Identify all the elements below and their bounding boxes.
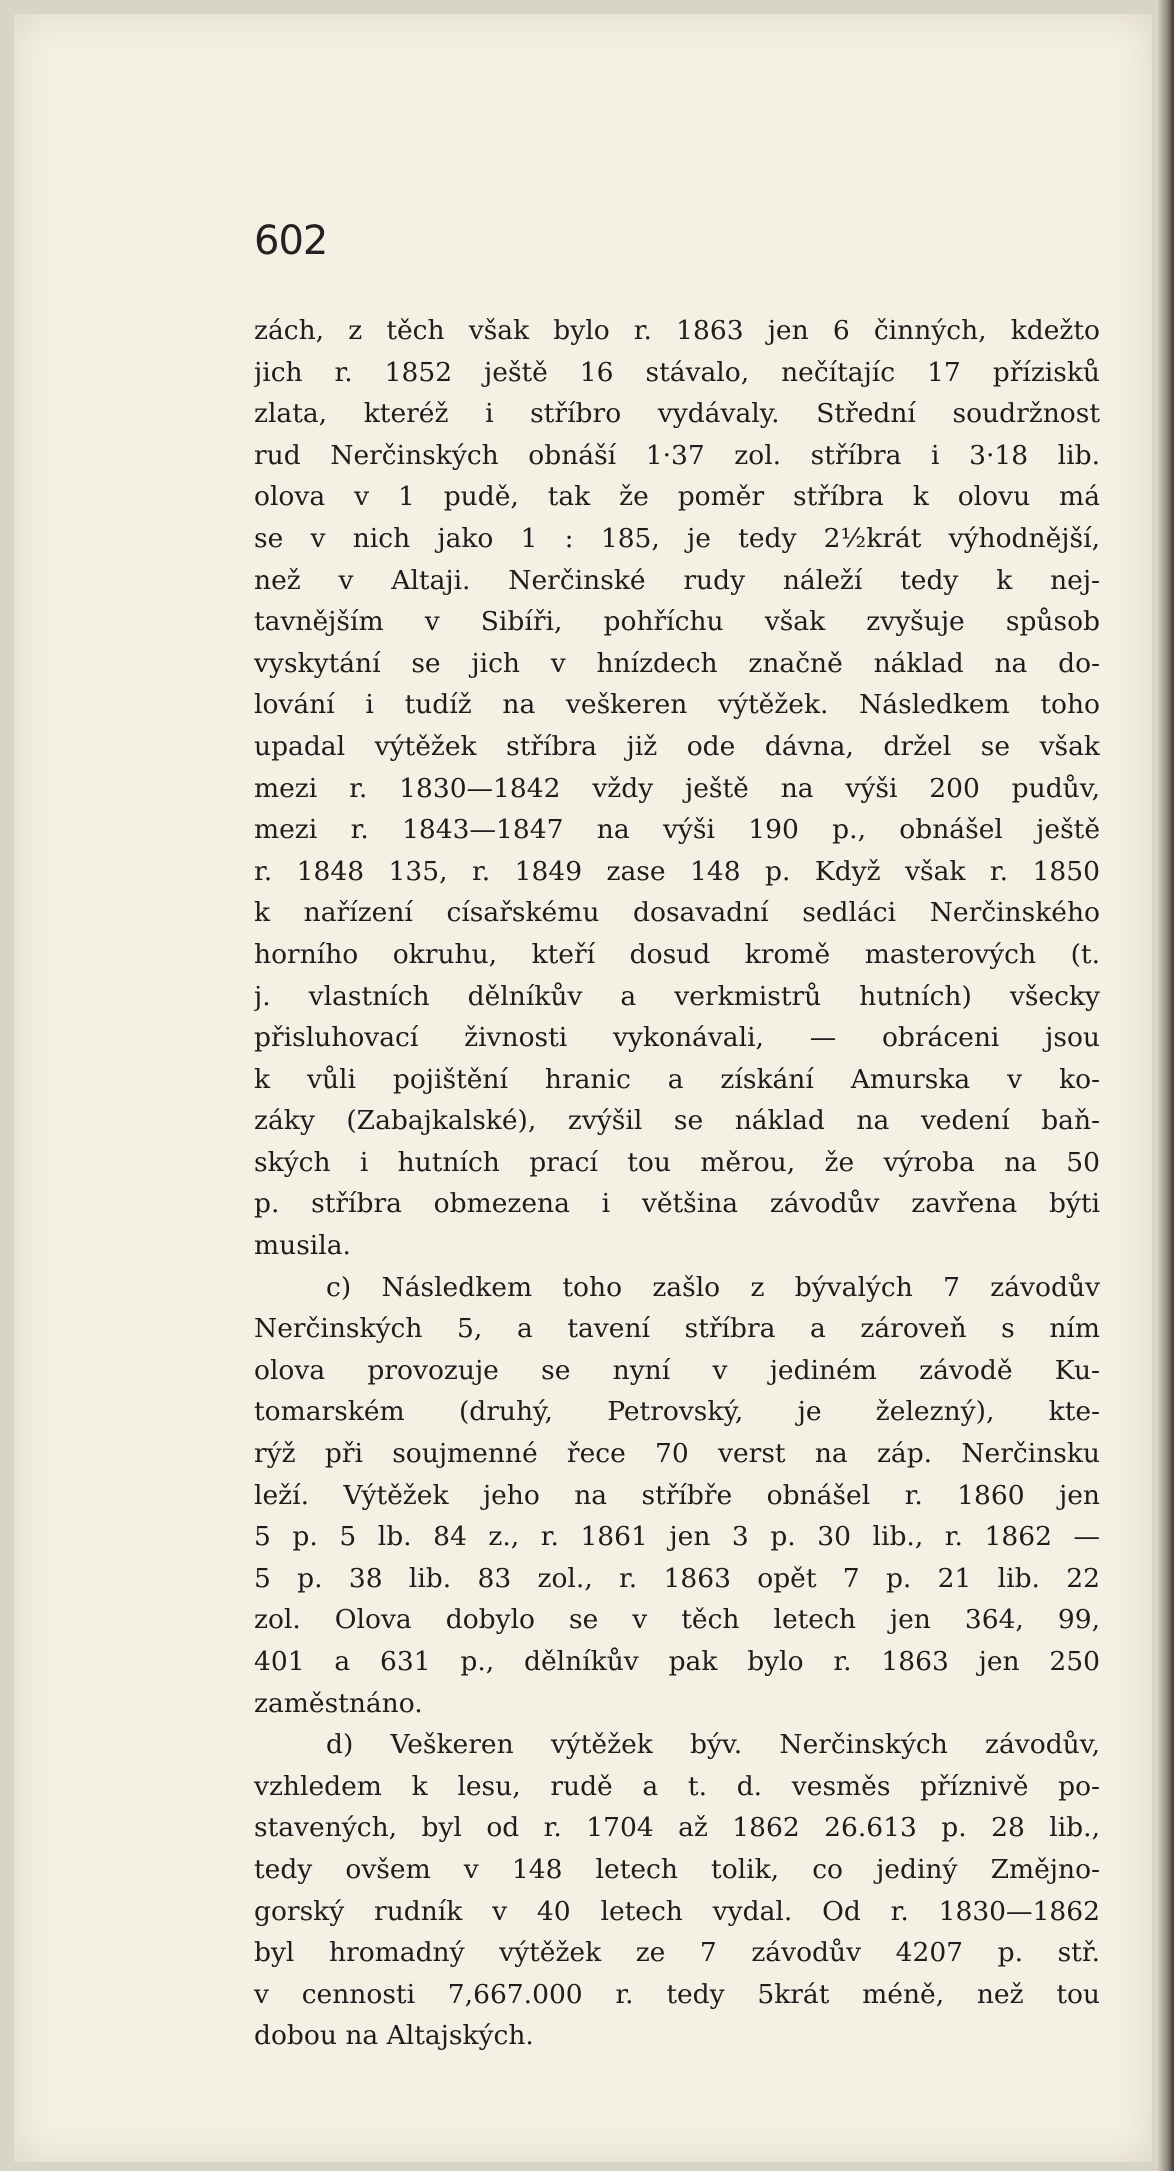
text-line: 401 a 631 p., dělníkův pak bylo r. 1863 jen 250 (254, 1646, 1100, 1677)
text-line: jich r. 1852 ještě 16 stávalo, nečítajíc 17 přízisků (254, 356, 1100, 388)
text-line: tavnějším v Sibíři, pohříchu však zvyšuje spůsob (254, 606, 1100, 638)
body-text (254, 310, 1100, 2057)
paragraph (254, 1724, 1100, 2057)
paragraph (254, 1267, 1100, 1725)
text-line: se v nich jako 1 : 185, je tedy 2½krát výhodnější, (254, 522, 1100, 554)
text-line: 5 p. 5 lb. 84 z., r. 1861 jen 3 p. 30 lib., r. 1862 — (254, 1521, 1100, 1553)
book-spine-edge (1158, 0, 1174, 2171)
text-line: dobou na Altajských. (254, 2020, 534, 2052)
paragraph (254, 310, 1100, 1267)
text-line: přisluhovací živnosti vykonávali, — obráceni jsou (254, 1022, 1100, 1054)
text-line: zlata, kteréž i stříbro vydávaly. Střední soudržnost (254, 398, 1100, 430)
text-line: byl hromadný výtěžek ze 7 závodův 4207 p. stř. (254, 1937, 1100, 1969)
text-line: vyskytání se jich v hnízdech značně náklad na do- (254, 647, 1100, 679)
text-line: stavených, byl od r. 1704 až 1862 26.613 p. 28 lib., (254, 1812, 1100, 1844)
text-line: j. vlastních dělníkův a verkmistrů hutních) všecky (254, 980, 1100, 1012)
text-line: olova v 1 pudě, tak že poměr stříbra k olovu má (254, 481, 1100, 513)
text-line: záky (Zabajkalské), zvýšil se náklad na vedení baň- (254, 1105, 1100, 1137)
text-line: ských i hutních prací tou měrou, že výroba na 50 (254, 1146, 1100, 1178)
text-line: zách, z těch však bylo r. 1863 jen 6 činných, kdežto (254, 315, 1100, 346)
text-line: gorský rudník v 40 letech vydal. Od r. 1830—1862 (254, 1895, 1100, 1927)
text-line: c) Následkem toho zašlo z bývalých 7 závodův (326, 1271, 1100, 1303)
text-line: musila. (254, 1230, 351, 1262)
book-page (14, 14, 1152, 2162)
text-line: k vůli pojištění hranic a získání Amurska v ko- (254, 1063, 1100, 1095)
text-line: zol. Olova dobylo se v těch letech jen 364, 99, (254, 1604, 1100, 1636)
text-line: leží. Výtěžek jeho na stříbře obnášel r. 1860 jen (254, 1479, 1100, 1511)
text-line: k nařízení císařskému dosavadní sedláci Nerčinského (254, 897, 1100, 929)
text-line: Nerčinských 5, a tavení stříbra a zároveň s ním (254, 1313, 1100, 1345)
text-line: než v Altaji. Nerčinské rudy náleží tedy k nej- (254, 564, 1100, 596)
text-line: p. stříbra obmezena i většina závodův zavřena býti (254, 1188, 1100, 1220)
text-line: tomarském (druhý, Petrovský, je železný), kte- (254, 1396, 1100, 1428)
text-line: mezi r. 1843—1847 na výši 190 p., obnášel ještě (254, 814, 1100, 846)
text-line: v cennosti 7,667.000 r. tedy 5krát méně, než tou (254, 1978, 1100, 2010)
page-number: 602 (254, 218, 328, 264)
text-line: d) Veškeren výtěžek býv. Nerčinských závodův, (326, 1729, 1100, 1761)
text-line: rud Nerčinských obnáší 1·37 zol. stříbra i 3·18 lib. (254, 439, 1100, 471)
text-line: zaměstnáno. (254, 1687, 423, 1719)
text-line: r. 1848 135, r. 1849 zase 148 p. Když však r. 1850 (254, 855, 1100, 887)
text-line: 5 p. 38 lib. 83 zol., r. 1863 opět 7 p. 21 lib. 22 (254, 1562, 1100, 1594)
text-line: tedy ovšem v 148 letech tolik, co jediný Změjno- (254, 1853, 1100, 1885)
text-line: lování i tudíž na veškeren výtěžek. Následkem toho (254, 689, 1100, 721)
text-line: rýž při soujmenné řece 70 verst na záp. Nerčinsku (254, 1438, 1100, 1470)
text-line: olova provozuje se nyní v jediném závodě Ku- (254, 1354, 1100, 1386)
text-line: vzhledem k lesu, rudě a t. d. vesměs příznivě po- (254, 1770, 1100, 1802)
text-line: horního okruhu, kteří dosud kromě masterových (t. (254, 938, 1100, 970)
text-line: upadal výtěžek stříbra již ode dávna, držel se však (254, 730, 1100, 762)
text-line: mezi r. 1830—1842 vždy ještě na výši 200 pudův, (254, 772, 1100, 804)
